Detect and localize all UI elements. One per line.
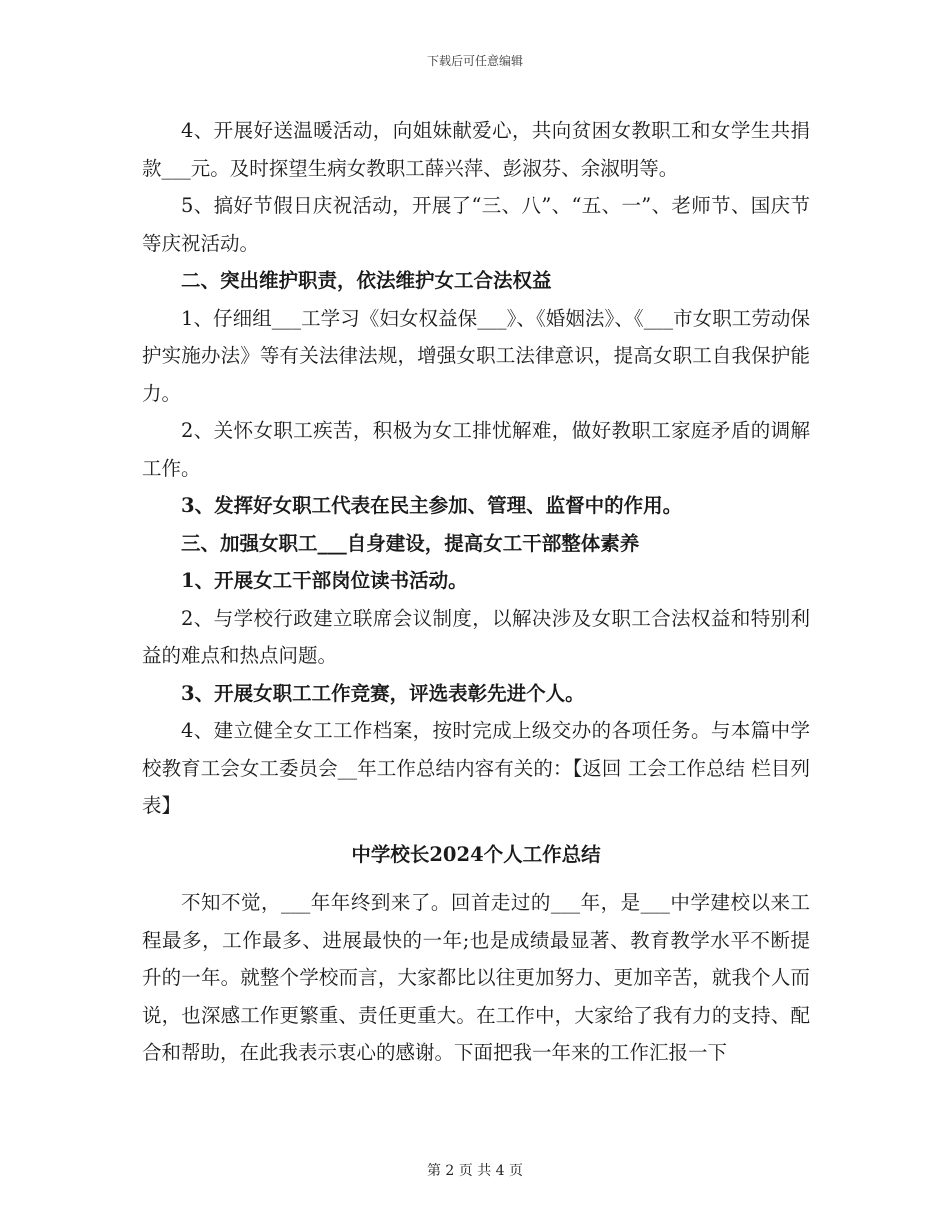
document-body bbox=[142, 112, 810, 1072]
paragraph-work-archive: 4、建立健全女工工作档案，按时完成上级交办的各项任务。与本篇中学校教育工会女工委员会__年工作总结内容有关的：【返回 工会工作总结 栏目列表】 bbox=[142, 719, 810, 817]
paragraph-representatives-role: 3、发挥好女职工代表在民主参加、管理、监督中的作用。 bbox=[181, 494, 683, 517]
paragraph-reading-activity: 1、开展女工干部岗位读书活动。 bbox=[181, 569, 468, 592]
paragraph-law-study: 1、仔细组___工学习《妇女权益保___》、《婚姻法》、《___市女职工劳动保护实施办法》等有关法律法规，增强女职工法律意识，提高女职工自我保护能力。 bbox=[142, 306, 810, 405]
paragraph-care-workers: 2、关怀女职工疾苦，积极为女工排忧解难，做好教职工家庭矛盾的调解工作。 bbox=[142, 419, 810, 480]
paragraph-send-warmth: 4、开展好送温暖活动，向姐妹献爱心，共向贫困女教职工和女学生共捐款___元。及时探望生病女教职工薛兴萍、彭淑芬、余淑明等。 bbox=[142, 119, 810, 180]
paragraph-joint-meeting: 2、与学校行政建立联席会议制度，以解决涉及女职工合法权益和特别利益的难点和热点问题。 bbox=[142, 606, 810, 667]
paragraph-principal-summary: 不知不觉，___年年终到来了。回首走过的___年，是___中学建校以来工程最多，工作最多、进展最快的一年;也是成绩最显著、教育教学水平不断提升的一年。就整个学校而言，大家都比以往更加努力、更加辛苦，就我个人而说，也深感工作更繁重、责任更重大。在工作中，大家给了我有力的支持、配合和帮助，在此我表示衷心的感谢。下面把我一年来的工作汇报一下 bbox=[142, 891, 810, 1064]
heading-section-2: 二、突出维护职责，依法维护女工合法权益 bbox=[181, 269, 552, 292]
page-footer: 第 2 页 共 4 页 bbox=[426, 1163, 524, 1179]
page-header: 下载后可任意编辑 bbox=[426, 54, 523, 68]
heading-section-3: 三、加强女职工___自身建设，提高女工干部整体素养 bbox=[181, 531, 640, 555]
section-title: 中学校长2024个人工作总结 bbox=[351, 842, 601, 866]
paragraph-work-competition: 3、开展女职工工作竞赛，评选表彰先进个人。 bbox=[181, 681, 585, 705]
paragraph-holiday-celebration: 5、搞好节假日庆祝活动，开展了“三、八”、“五、一”、老师节、国庆节等庆祝活动。 bbox=[142, 194, 810, 255]
